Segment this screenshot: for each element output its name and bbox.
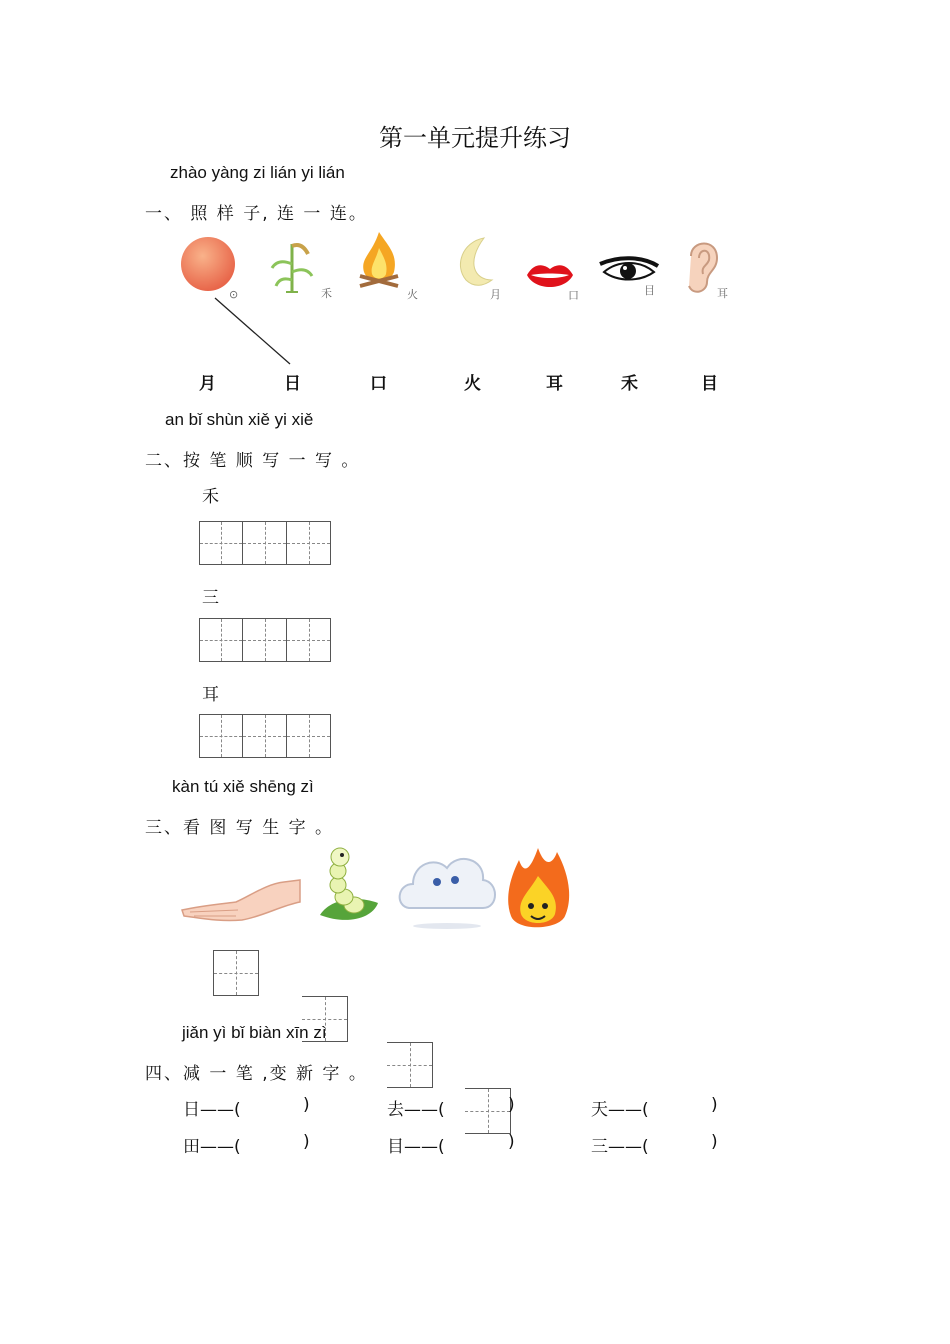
fill-close-paren: )	[303, 1095, 310, 1115]
char-mu[interactable]: 目	[701, 374, 718, 394]
char-er[interactable]: 耳	[546, 374, 563, 394]
char-huo[interactable]: 火	[464, 374, 481, 394]
fill-item-tian[interactable]: 天——(	[591, 1100, 649, 1120]
stroke-char-label: 三	[202, 588, 219, 608]
char-yue[interactable]: 月	[199, 374, 216, 394]
fill-item-tian-field[interactable]: 田——(	[183, 1137, 241, 1157]
section3-heading: 三、看 图 写 生 字 。	[145, 818, 335, 838]
tian-box[interactable]	[287, 618, 331, 662]
caterpillar-icon	[316, 845, 380, 927]
sun-glyph: ⊙	[229, 288, 239, 301]
fill-close-paren: )	[303, 1132, 310, 1152]
tian-box[interactable]	[243, 714, 287, 758]
fill-item-san[interactable]: 三——(	[591, 1137, 649, 1157]
example-connect-line	[0, 0, 950, 400]
hand-icon	[180, 876, 302, 926]
stroke-char-label: 禾	[202, 487, 219, 507]
section2-heading: 二、按 笔 顺 写 一 写 。	[145, 451, 361, 471]
moon-glyph: 月	[490, 288, 501, 301]
section2-pinyin: an bǐ shùn xiě yi xiě	[165, 410, 314, 429]
tian-box[interactable]	[199, 521, 243, 565]
fire-glyph: 火	[407, 288, 418, 301]
page-title: 第一单元提升练习	[379, 124, 571, 152]
fill-item-qu[interactable]: 去——(	[387, 1100, 445, 1120]
tian-box[interactable]	[243, 521, 287, 565]
answer-box[interactable]	[213, 950, 259, 996]
fill-item-mu[interactable]: 目——(	[387, 1137, 445, 1157]
section1-heading: 一、 照 样 子, 连 一 连。	[145, 204, 368, 224]
tian-box[interactable]	[199, 714, 243, 758]
ear-glyph: 耳	[717, 287, 728, 300]
section4-pinyin: jiǎn yì bǐ biàn xīn zì	[182, 1023, 327, 1042]
char-he[interactable]: 禾	[621, 374, 638, 394]
tian-box[interactable]	[287, 521, 331, 565]
char-ri[interactable]: 日	[284, 374, 301, 394]
cloud-icon	[395, 846, 499, 930]
answer-box[interactable]	[387, 1042, 433, 1088]
fill-item-ri[interactable]: 日——(	[183, 1100, 241, 1120]
writing-grid[interactable]	[199, 618, 331, 662]
section1-pinyin: zhào yàng zi lián yi lián	[170, 163, 345, 182]
answer-box[interactable]	[465, 1088, 511, 1134]
stroke-char-label: 耳	[202, 685, 219, 705]
section4-heading: 四、减 一 笔 ,变 新 字 。	[145, 1064, 368, 1084]
section3-pinyin: kàn tú xiě shēng zì	[172, 777, 314, 796]
char-kou[interactable]: 口	[370, 374, 387, 394]
writing-grid[interactable]	[199, 521, 331, 565]
tian-box[interactable]	[199, 618, 243, 662]
fill-close-paren: )	[711, 1132, 718, 1152]
fill-close-paren: )	[508, 1132, 515, 1152]
tian-box[interactable]	[243, 618, 287, 662]
fill-close-paren: )	[711, 1095, 718, 1115]
tian-box[interactable]	[287, 714, 331, 758]
rice-glyph: 禾	[321, 287, 332, 300]
writing-grid[interactable]	[199, 714, 331, 758]
fill-close-paren: )	[508, 1095, 515, 1115]
mouth-glyph: 口	[568, 289, 579, 302]
eye-glyph: 目	[644, 284, 655, 297]
flame-icon	[505, 846, 571, 936]
